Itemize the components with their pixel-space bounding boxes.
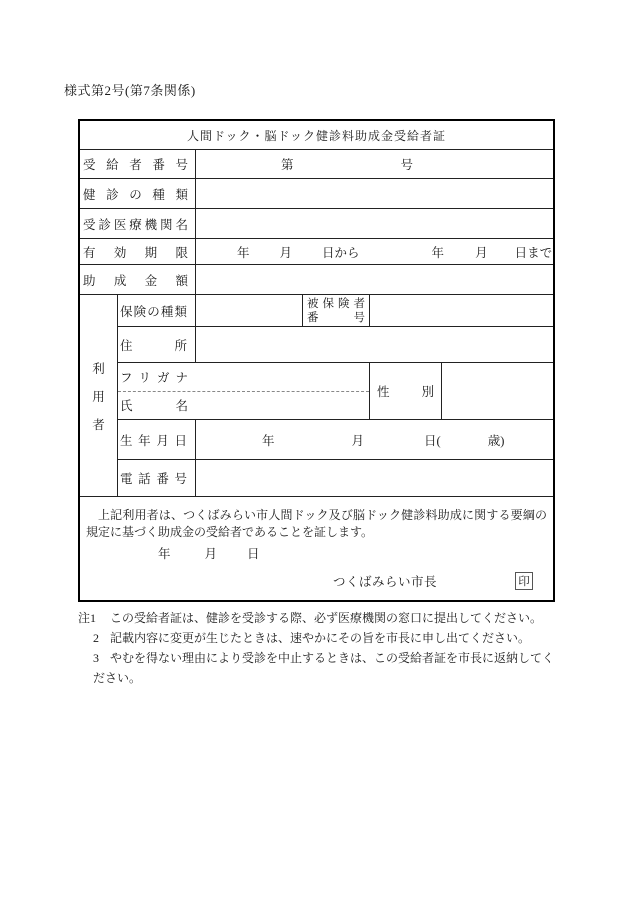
validity-field (196, 239, 553, 264)
certification-text: 上記利用者は、つくばみらい市人間ドック及び脳ドック健診料助成に関する要綱の規定に基づく助成金の受給者であることを証します。 (86, 508, 547, 539)
birthdate-month: 月 (351, 433, 365, 448)
medical-institution-field (196, 209, 553, 238)
user-section-rows (118, 295, 553, 496)
birthdate-label: 生 年 月 日 (118, 420, 196, 459)
note-item-1 (78, 608, 558, 628)
note-marker: 3 (93, 651, 99, 665)
mayor-title: つくばみらい市長 (333, 575, 438, 589)
validity-month-from: 月 (279, 245, 293, 260)
subsidy-amount-row (80, 265, 553, 295)
checkup-type-field (196, 179, 553, 208)
validity-day-from: 日から (322, 245, 360, 260)
furigana-label: フ リ ガ ナ (120, 370, 188, 385)
user-section (80, 295, 553, 497)
certification-date-line (80, 544, 553, 562)
certificate-title: 人間ドック・脳ドック健診料助成金受給者証 (186, 128, 447, 143)
phone-field (196, 460, 553, 496)
address-label: 住 所 (118, 327, 196, 362)
furigana-field (196, 363, 369, 391)
note-text: この受給者証は、健診を受診する際、必ず医療機関の窓口に提出してください。 (110, 611, 543, 625)
recipient-number-label: 受 給 者 番 号 (80, 150, 196, 178)
recipient-number-suffix: 号 (400, 158, 414, 172)
birthdate-age: 歳) (487, 433, 505, 448)
subsidy-amount-label: 助 成 金 額 (80, 265, 196, 294)
birthdate-row (118, 420, 553, 460)
validity-month-to: 月 (475, 245, 488, 260)
insured-number-label: 被 保 険 者 番 号 (303, 295, 370, 326)
validity-row (80, 239, 553, 265)
certification-date-day: 日 (247, 547, 260, 561)
insurance-label: 保 険 の 種 類 (118, 295, 196, 326)
note-marker: 2 (93, 631, 99, 645)
note-text: 記載内容に変更が生じたときは、速やかにその旨を市長に申し出てください。 (110, 631, 531, 645)
validity-year-from: 年 (237, 245, 250, 260)
validity-label: 有 効 期 限 (80, 239, 196, 264)
insurance-field (196, 295, 303, 326)
phone-label: 電 話 番 号 (118, 460, 196, 496)
note-item-2 (78, 628, 558, 648)
note-marker: 注1 (78, 611, 97, 625)
insurance-row (118, 295, 553, 327)
checkup-type-label: 健 診 の 種 類 (80, 179, 196, 208)
user-section-vertical-label: 利 用 者 (80, 295, 118, 496)
certification-cell (80, 497, 553, 600)
checkup-type-row (80, 179, 553, 209)
validity-day-to: 日まで (514, 245, 553, 260)
form-id: 様式第2号(第7条関係) (64, 83, 196, 98)
certification-date-year: 年 (158, 547, 171, 561)
subsidy-amount-field (196, 265, 553, 294)
certificate-table (78, 119, 555, 602)
notes (78, 608, 558, 688)
address-field (196, 327, 553, 362)
seal-character: 印 (518, 576, 530, 588)
name-label: 氏 名 (120, 399, 188, 414)
seal-mark (515, 572, 533, 590)
recipient-number-prefix: 第 (281, 158, 294, 172)
insured-number-field (370, 295, 553, 326)
name-group-left (118, 363, 370, 419)
sex-field (442, 363, 553, 419)
name-field (196, 392, 369, 420)
address-row (118, 327, 553, 363)
note-item-3 (78, 648, 558, 688)
medical-institution-row (80, 209, 553, 239)
recipient-number-row (80, 150, 553, 179)
birthdate-year: 年 (262, 433, 275, 448)
phone-row (118, 460, 553, 496)
birthdate-day: 日( (424, 433, 441, 448)
note-text: やむを得ない理由により受診を中止するときは、この受給者証を市長に返納してください。 (93, 651, 555, 685)
recipient-number-field (196, 150, 553, 178)
certification-signature-line (80, 572, 553, 590)
title-row (80, 121, 553, 150)
medical-institution-label: 受 診 医 療 機 関 名 (80, 209, 196, 238)
certification-date-month: 月 (204, 547, 218, 561)
name-row (118, 392, 369, 420)
birthdate-field (196, 420, 553, 459)
validity-year-to: 年 (431, 245, 445, 260)
name-group-row (118, 363, 553, 420)
certification-row (80, 497, 553, 600)
furigana-row (118, 363, 369, 392)
sex-label: 性 別 (370, 363, 442, 419)
